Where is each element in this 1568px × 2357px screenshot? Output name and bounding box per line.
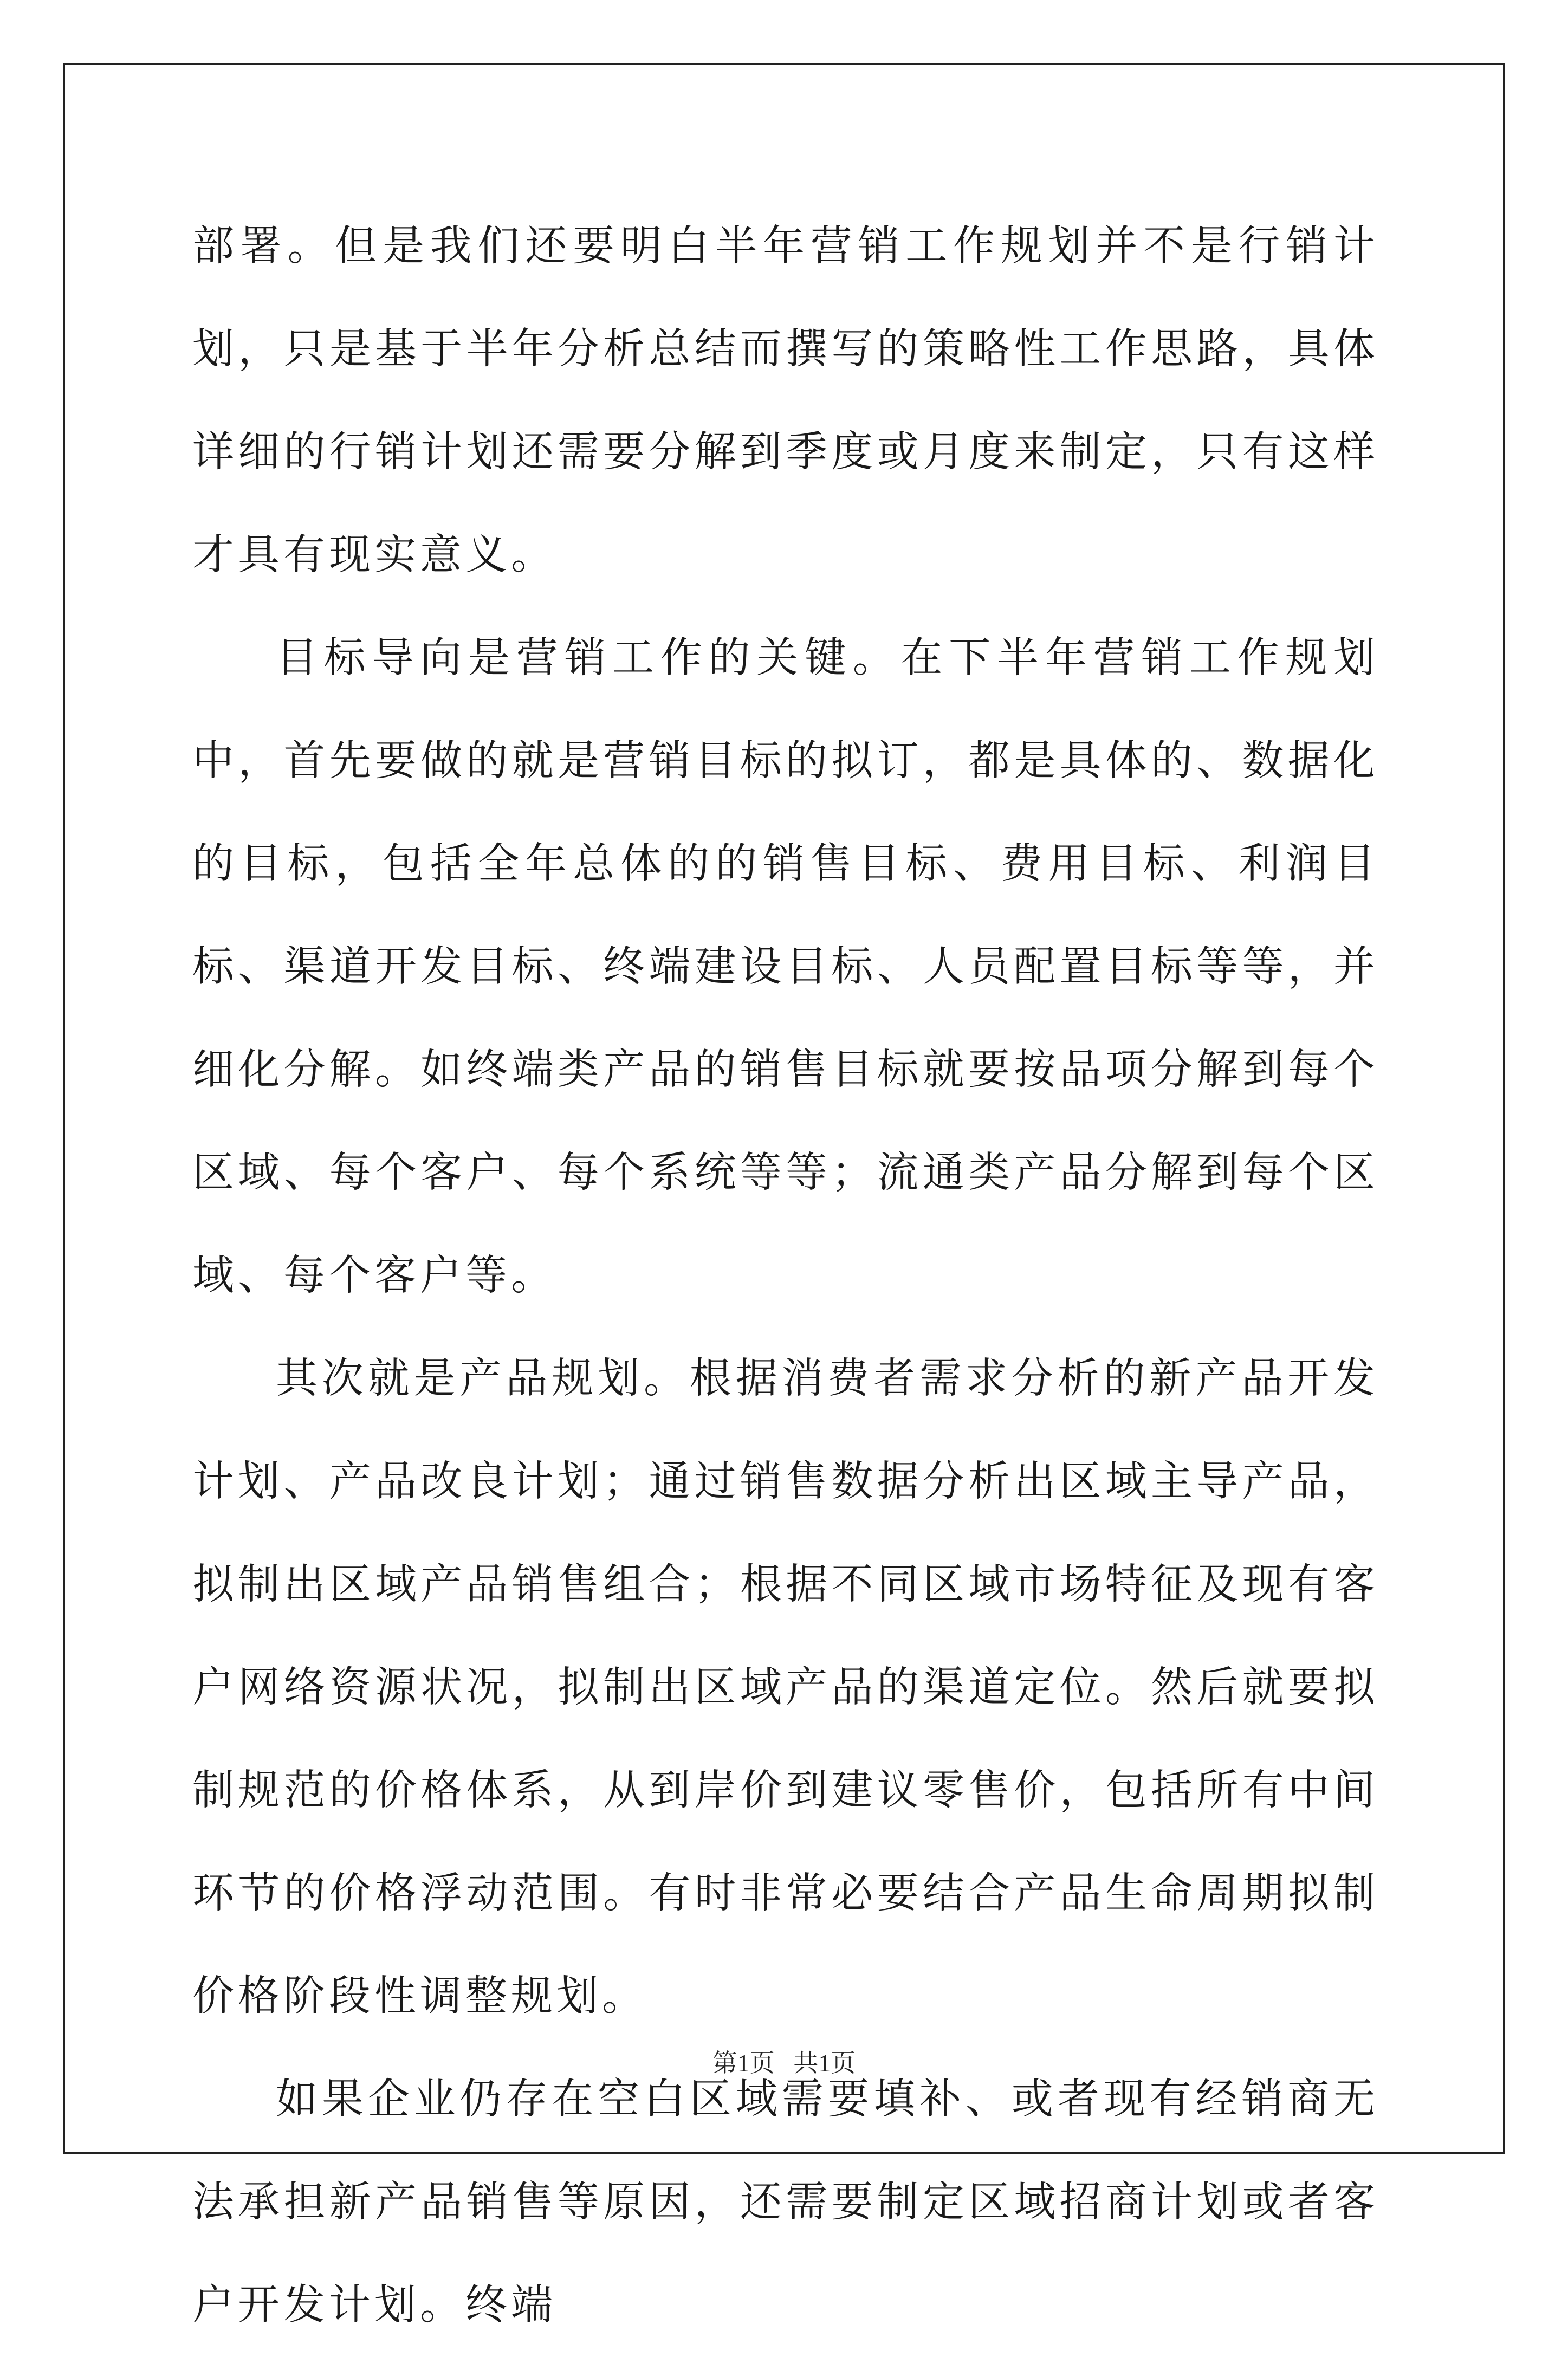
paragraph-3: 其次就是产品规划。根据消费者需求分析的新产品开发计划、产品改良计划；通过销售数据分析出区域主导产品，拟制出区域产品销售组合；根据不同区域市场特征及现有客户网络资源状况，拟制出区域产品的渠道定位。然后就要拟制规范的价格体系，从到岸价到建议零售价，包括所有中间环节的价格浮动范围。有时非常必要结合产品生命周期拟制价格阶段性调整规划。 — [192, 1355, 1379, 2021]
paragraph-4: 如果企业仍存在空白区域需要填补、或者现有经销商无法承担新产品销售等原因，还需要制定区域招商计划或者客户开发计划。终端 — [192, 2075, 1379, 2329]
paragraph-2: 目标导向是营销工作的关键。在下半年营销工作规划中，首先要做的就是营销目标的拟订，都是具体的、数据化的目标，包括全年总体的的销售目标、费用目标、利润目标、渠道开发目标、终端建设目标、人员配置目标等等，并细化分解。如终端类产品的销售目标就要按品项分解到每个区域、每个客户、每个系统等等；流通类产品分解到每个区域、每个客户等。 — [192, 634, 1379, 1300]
document-body — [192, 195, 1379, 2357]
page-number-footer: 第1页 共1页 — [712, 2049, 856, 2077]
paragraph-1: 部署。但是我们还要明白半年营销工作规划并不是行销计划，只是基于半年分析总结而撰写的策略性工作思路，具体详细的行销计划还需要分解到季度或月度来制定，只有这样才具有现实意义。 — [192, 222, 1379, 579]
